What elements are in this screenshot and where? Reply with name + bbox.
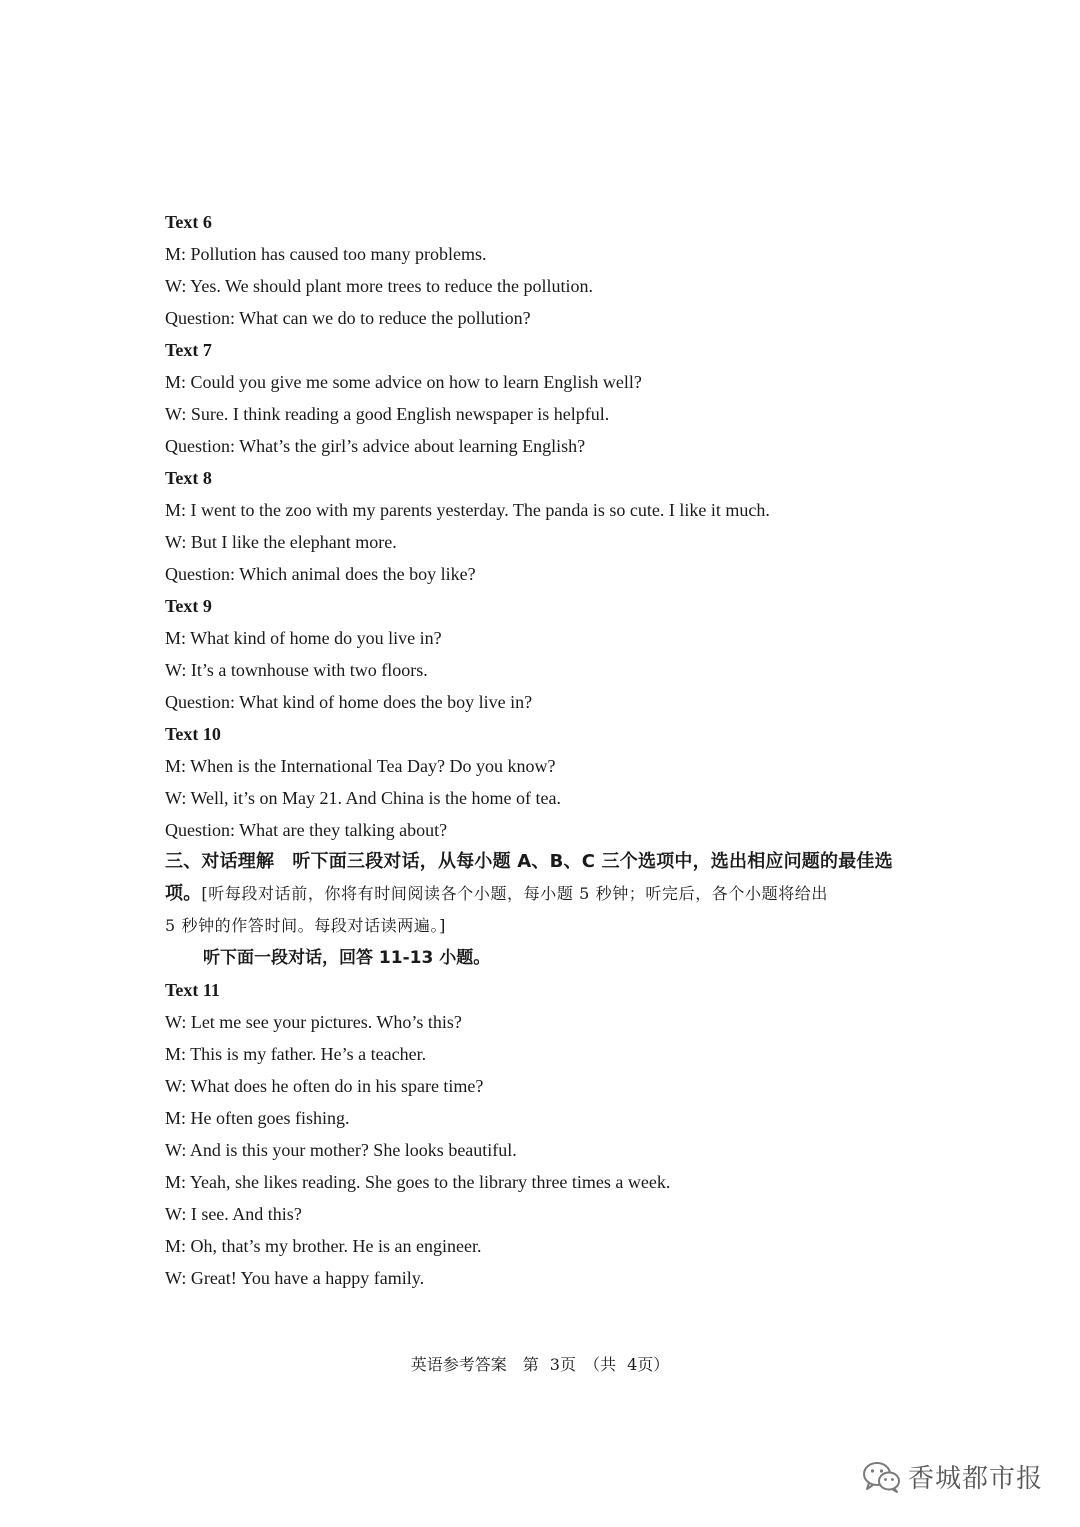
text7-heading: Text 7 <box>165 340 212 360</box>
dialogue-line: M: What kind of home do you live in? <box>165 628 442 648</box>
text9-heading: Text 9 <box>165 596 212 616</box>
question-line: Question: What’s the girl’s advice about learning English? <box>165 436 586 456</box>
dialogue-line: M: He often goes fishing. <box>165 1108 350 1128</box>
dialogue-line: M: I went to the zoo with my parents yesterday. The panda is so cute. I like it much. <box>165 500 770 520</box>
dialogue-line: W: Great! You have a happy family. <box>165 1268 425 1288</box>
question-line: Question: What kind of home does the boy live in? <box>165 692 533 712</box>
dialogue-line: M: Could you give me some advice on how to learn English well? <box>165 372 642 392</box>
text10-heading: Text 10 <box>165 724 221 744</box>
dialogue-line: M: This is my father. He’s a teacher. <box>165 1044 427 1064</box>
text11-heading: Text 11 <box>165 980 220 1000</box>
watermark-text: 香城都市报 <box>908 1464 1044 1494</box>
section-title-continued <box>165 878 925 910</box>
section-title: 三、对话理解 听下面三段对话，从每小题 A、B、C 三个选项中，选出相应问题的最佳选 <box>165 851 893 872</box>
dialogue-line: W: Sure. I think reading a good English newspaper is helpful. <box>165 404 610 424</box>
question-line: Question: Which animal does the boy like? <box>165 564 476 584</box>
dialogue-line: W: What does he often do in his spare time? <box>165 1076 484 1096</box>
wechat-icon <box>862 1460 902 1494</box>
dialogue-line: M: Pollution has caused too many problems. <box>165 244 487 264</box>
dialogue-line: W: But I like the elephant more. <box>165 532 397 552</box>
dialogue-line: M: When is the International Tea Day? Do you know? <box>165 756 556 776</box>
section-title-end: 项。 <box>165 883 202 904</box>
dialogue-line: W: And is this your mother? She looks beautiful. <box>165 1140 517 1160</box>
question-line: Question: What can we do to reduce the pollution? <box>165 308 531 328</box>
document-body <box>165 206 925 1294</box>
dialogue-line: W: Well, it’s on May 21. And China is the home of tea. <box>165 788 561 808</box>
dialogue-line: W: I see. And this? <box>165 1204 302 1224</box>
dialogue-line: M: Oh, that’s my brother. He is an engineer. <box>165 1236 482 1256</box>
sub-instruction: 听下面一段对话，回答 11-13 小题。 <box>203 948 491 968</box>
watermark <box>862 1458 1043 1495</box>
dialogue-line: M: Yeah, she likes reading. She goes to the library three times a week. <box>165 1172 671 1192</box>
section-note: [听每段对话前，你将有时间阅读各个小题，每小题 5 秒钟；听完后，各个小题将给出 <box>201 884 829 903</box>
dialogue-line: W: Let me see your pictures. Who’s this? <box>165 1012 462 1032</box>
page-footer: 英语参考答案 第 3页 （共 4页） <box>410 1355 670 1374</box>
question-line: Question: What are they talking about? <box>165 820 448 840</box>
dialogue-line: W: It’s a townhouse with two floors. <box>165 660 428 680</box>
text8-heading: Text 8 <box>165 468 212 488</box>
text6-heading: Text 6 <box>165 212 212 232</box>
dialogue-line: W: Yes. We should plant more trees to reduce the pollution. <box>165 276 593 296</box>
section-note-continued: 5 秒钟的作答时间。每段对话读两遍。] <box>165 916 446 935</box>
